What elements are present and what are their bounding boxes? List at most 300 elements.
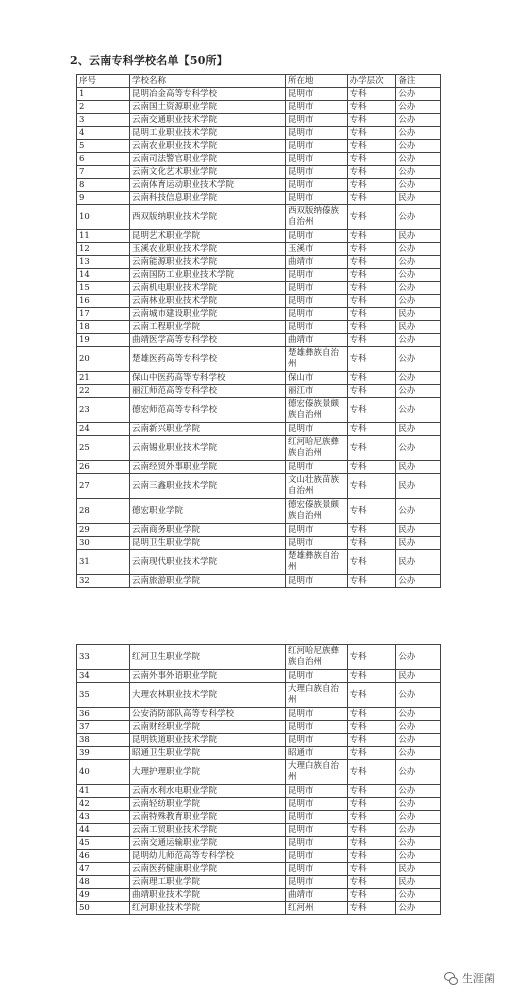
cell-level: 专科 <box>347 747 396 760</box>
cell-level: 专科 <box>347 499 396 524</box>
cell-location: 昆明市 <box>286 461 348 474</box>
table-row <box>77 308 441 321</box>
cell-location: 德宏傣族景颇族自治州 <box>286 398 348 423</box>
cell-school-name: 云南农业职业技术学院 <box>130 140 286 153</box>
cell-location: 昆明市 <box>286 575 348 588</box>
cell-level: 专科 <box>347 192 396 205</box>
cell-location: 昆明市 <box>286 721 348 734</box>
school-table-part1 <box>76 74 441 588</box>
table-row <box>77 423 441 436</box>
table-row <box>77 88 441 101</box>
cell-school-name: 云南体育运动职业技术学院 <box>130 179 286 192</box>
cell-index: 37 <box>77 721 130 734</box>
cell-type: 公办 <box>396 811 441 824</box>
table-row <box>77 398 441 423</box>
cell-location: 昆明市 <box>286 127 348 140</box>
table-row <box>77 256 441 269</box>
cell-school-name: 云南文化艺术职业学院 <box>130 166 286 179</box>
cell-school-name: 昆明卫生职业学院 <box>130 537 286 550</box>
cell-school-name: 云南新兴职业学院 <box>130 423 286 436</box>
cell-type: 公办 <box>396 721 441 734</box>
cell-index: 41 <box>77 785 130 798</box>
cell-school-name: 红河职业技术学院 <box>130 902 286 915</box>
cell-school-name: 云南医药健康职业学院 <box>130 863 286 876</box>
cell-type: 公办 <box>396 127 441 140</box>
cell-type: 民办 <box>396 537 441 550</box>
cell-location: 昆明市 <box>286 179 348 192</box>
cell-school-name: 西双版纳职业技术学院 <box>130 205 286 230</box>
cell-type: 民办 <box>396 461 441 474</box>
cell-location: 昆明市 <box>286 670 348 683</box>
cell-school-name: 云南商务职业学院 <box>130 524 286 537</box>
table-row <box>77 876 441 889</box>
table-row <box>77 192 441 205</box>
table-row <box>77 863 441 876</box>
cell-location: 大理白族自治州 <box>286 683 348 708</box>
cell-index: 22 <box>77 385 130 398</box>
cell-location: 西双版纳傣族自治州 <box>286 205 348 230</box>
cell-index: 38 <box>77 734 130 747</box>
cell-index: 20 <box>77 347 130 372</box>
cell-location: 昭通市 <box>286 747 348 760</box>
cell-location: 红河州 <box>286 902 348 915</box>
cell-school-name: 云南锡业职业技术学院 <box>130 436 286 461</box>
cell-type: 民办 <box>396 230 441 243</box>
table-row <box>77 334 441 347</box>
cell-type: 公办 <box>396 889 441 902</box>
cell-level: 专科 <box>347 127 396 140</box>
cell-index: 31 <box>77 550 130 575</box>
table-row <box>77 269 441 282</box>
cell-level: 专科 <box>347 282 396 295</box>
cell-index: 40 <box>77 760 130 785</box>
cell-level: 专科 <box>347 269 396 282</box>
cell-school-name: 昆明艺术职业学院 <box>130 230 286 243</box>
cell-type: 公办 <box>396 179 441 192</box>
table-row <box>77 683 441 708</box>
cell-index: 35 <box>77 683 130 708</box>
cell-index: 9 <box>77 192 130 205</box>
table-row <box>77 372 441 385</box>
cell-school-name: 玉溪农业职业技术学院 <box>130 243 286 256</box>
cell-index: 21 <box>77 372 130 385</box>
table-row <box>77 127 441 140</box>
cell-school-name: 曲靖职业技术学院 <box>130 889 286 902</box>
table-row <box>77 734 441 747</box>
cell-school-name: 云南旅游职业学院 <box>130 575 286 588</box>
cell-level: 专科 <box>347 347 396 372</box>
cell-index: 6 <box>77 153 130 166</box>
cell-type: 公办 <box>396 385 441 398</box>
cell-level: 专科 <box>347 461 396 474</box>
cell-index: 43 <box>77 811 130 824</box>
cell-school-name: 德宏师范高等专科学校 <box>130 398 286 423</box>
table-row <box>77 101 441 114</box>
cell-level: 专科 <box>347 575 396 588</box>
cell-type: 民办 <box>396 423 441 436</box>
table-row <box>77 385 441 398</box>
cell-location: 曲靖市 <box>286 334 348 347</box>
cell-type: 民办 <box>396 876 441 889</box>
cell-index: 18 <box>77 321 130 334</box>
cell-level: 专科 <box>347 230 396 243</box>
cell-type: 公办 <box>396 114 441 127</box>
cell-location: 昆明市 <box>286 863 348 876</box>
cell-level: 专科 <box>347 153 396 166</box>
table-row <box>77 837 441 850</box>
cell-level: 专科 <box>347 537 396 550</box>
cell-level: 专科 <box>347 140 396 153</box>
cell-school-name: 大理护理职业学院 <box>130 760 286 785</box>
cell-school-name: 昭通卫生职业学院 <box>130 747 286 760</box>
cell-index: 47 <box>77 863 130 876</box>
cell-type: 公办 <box>396 140 441 153</box>
cell-school-name: 云南三鑫职业技术学院 <box>130 474 286 499</box>
cell-level: 专科 <box>347 474 396 499</box>
cell-index: 14 <box>77 269 130 282</box>
cell-index: 36 <box>77 708 130 721</box>
cell-location: 昆明市 <box>286 295 348 308</box>
cell-school-name: 云南司法警官职业学院 <box>130 153 286 166</box>
cell-school-name: 云南理工职业学院 <box>130 876 286 889</box>
table-row <box>77 321 441 334</box>
cell-location: 丽江市 <box>286 385 348 398</box>
cell-location: 昆明市 <box>286 734 348 747</box>
cell-school-name: 红河卫生职业学院 <box>130 645 286 670</box>
cell-school-name: 曲靖医学高等专科学校 <box>130 334 286 347</box>
cell-type: 民办 <box>396 192 441 205</box>
cell-index: 44 <box>77 824 130 837</box>
cell-level: 专科 <box>347 550 396 575</box>
cell-type: 民办 <box>396 524 441 537</box>
cell-level: 专科 <box>347 398 396 423</box>
cell-level: 专科 <box>347 385 396 398</box>
cell-school-name: 云南轻纺职业学院 <box>130 798 286 811</box>
table-row <box>77 347 441 372</box>
cell-type: 公办 <box>396 575 441 588</box>
cell-location: 昆明市 <box>286 850 348 863</box>
table-row <box>77 721 441 734</box>
cell-index: 29 <box>77 524 130 537</box>
cell-school-name: 云南科技信息职业学院 <box>130 192 286 205</box>
cell-type: 民办 <box>396 308 441 321</box>
cell-type: 民办 <box>396 550 441 575</box>
table-row <box>77 524 441 537</box>
cell-location: 昆明市 <box>286 308 348 321</box>
cell-type: 公办 <box>396 88 441 101</box>
cell-type: 公办 <box>396 708 441 721</box>
cell-school-name: 云南城市建设职业学院 <box>130 308 286 321</box>
cell-type: 公办 <box>396 334 441 347</box>
column-header: 办学层次 <box>347 75 396 88</box>
cell-location: 昆明市 <box>286 876 348 889</box>
cell-level: 专科 <box>347 334 396 347</box>
cell-location: 大理白族自治州 <box>286 760 348 785</box>
cell-level: 专科 <box>347 205 396 230</box>
cell-index: 11 <box>77 230 130 243</box>
cell-index: 39 <box>77 747 130 760</box>
table-row <box>77 461 441 474</box>
cell-level: 专科 <box>347 721 396 734</box>
column-header: 学校名称 <box>130 75 286 88</box>
cell-type: 民办 <box>396 474 441 499</box>
cell-type: 公办 <box>396 205 441 230</box>
cell-index: 32 <box>77 575 130 588</box>
cell-school-name: 云南外事外语职业学院 <box>130 670 286 683</box>
table-row <box>77 824 441 837</box>
cell-index: 15 <box>77 282 130 295</box>
cell-index: 49 <box>77 889 130 902</box>
cell-location: 红河哈尼族彝族自治州 <box>286 436 348 461</box>
table-row <box>77 645 441 670</box>
cell-index: 1 <box>77 88 130 101</box>
cell-school-name: 楚雄医药高等专科学校 <box>130 347 286 372</box>
cell-index: 45 <box>77 837 130 850</box>
cell-location: 昆明市 <box>286 423 348 436</box>
cell-level: 专科 <box>347 902 396 915</box>
cell-school-name: 云南财经职业学院 <box>130 721 286 734</box>
table-row <box>77 902 441 915</box>
table-row <box>77 747 441 760</box>
cell-level: 专科 <box>347 734 396 747</box>
cell-school-name: 云南交通运输职业学院 <box>130 837 286 850</box>
cell-index: 25 <box>77 436 130 461</box>
cell-type: 公办 <box>396 243 441 256</box>
cell-index: 33 <box>77 645 130 670</box>
cell-level: 专科 <box>347 88 396 101</box>
cell-level: 专科 <box>347 243 396 256</box>
cell-location: 昆明市 <box>286 269 348 282</box>
cell-level: 专科 <box>347 524 396 537</box>
cell-school-name: 云南国防工业职业技术学院 <box>130 269 286 282</box>
cell-type: 公办 <box>396 436 441 461</box>
table-row <box>77 166 441 179</box>
table-row <box>77 230 441 243</box>
cell-school-name: 昆明铁道职业技术学院 <box>130 734 286 747</box>
cell-level: 专科 <box>347 179 396 192</box>
cell-location: 德宏傣族景颇族自治州 <box>286 499 348 524</box>
table-row <box>77 295 441 308</box>
cell-type: 公办 <box>396 372 441 385</box>
cell-index: 23 <box>77 398 130 423</box>
cell-index: 16 <box>77 295 130 308</box>
cell-type: 公办 <box>396 269 441 282</box>
cell-location: 昆明市 <box>286 321 348 334</box>
cell-type: 民办 <box>396 670 441 683</box>
cell-school-name: 保山中医药高等专科学校 <box>130 372 286 385</box>
cell-index: 28 <box>77 499 130 524</box>
cell-location: 楚雄彝族自治州 <box>286 550 348 575</box>
cell-type: 民办 <box>396 863 441 876</box>
cell-location: 昆明市 <box>286 166 348 179</box>
table-row <box>77 889 441 902</box>
cell-school-name: 云南工贸职业技术学院 <box>130 824 286 837</box>
cell-school-name: 昆明冶金高等专科学校 <box>130 88 286 101</box>
cell-level: 专科 <box>347 824 396 837</box>
cell-type: 公办 <box>396 734 441 747</box>
cell-location: 昆明市 <box>286 153 348 166</box>
column-header: 序号 <box>77 75 130 88</box>
school-table-part2 <box>76 644 441 915</box>
cell-index: 48 <box>77 876 130 889</box>
cell-school-name: 云南林业职业技术学院 <box>130 295 286 308</box>
cell-level: 专科 <box>347 321 396 334</box>
cell-type: 公办 <box>396 902 441 915</box>
cell-level: 专科 <box>347 114 396 127</box>
cell-location: 昆明市 <box>286 282 348 295</box>
cell-index: 50 <box>77 902 130 915</box>
page-heading: 2、云南专科学校名单【50所】 <box>70 54 228 67</box>
cell-location: 昆明市 <box>286 708 348 721</box>
cell-location: 昆明市 <box>286 811 348 824</box>
cell-index: 30 <box>77 537 130 550</box>
cell-index: 24 <box>77 423 130 436</box>
cell-type: 公办 <box>396 256 441 269</box>
cell-type: 公办 <box>396 824 441 837</box>
table-row <box>77 140 441 153</box>
table-row <box>77 114 441 127</box>
cell-location: 文山壮族苗族自治州 <box>286 474 348 499</box>
cell-type: 公办 <box>396 398 441 423</box>
cell-level: 专科 <box>347 166 396 179</box>
cell-level: 专科 <box>347 670 396 683</box>
cell-type: 公办 <box>396 347 441 372</box>
cell-location: 楚雄彝族自治州 <box>286 347 348 372</box>
cell-location: 昆明市 <box>286 230 348 243</box>
table-row <box>77 550 441 575</box>
cell-location: 曲靖市 <box>286 889 348 902</box>
cell-index: 3 <box>77 114 130 127</box>
cell-school-name: 云南特殊教育职业学院 <box>130 811 286 824</box>
cell-type: 公办 <box>396 645 441 670</box>
table-row <box>77 798 441 811</box>
cell-level: 专科 <box>347 308 396 321</box>
cell-index: 42 <box>77 798 130 811</box>
cell-level: 专科 <box>347 436 396 461</box>
cell-level: 专科 <box>347 785 396 798</box>
table-row <box>77 153 441 166</box>
cell-location: 昆明市 <box>286 537 348 550</box>
cell-type: 公办 <box>396 101 441 114</box>
column-header: 所在地 <box>286 75 348 88</box>
cell-school-name: 昆明幼儿师范高等专科学校 <box>130 850 286 863</box>
cell-school-name: 云南经贸外事职业学院 <box>130 461 286 474</box>
table-row <box>77 282 441 295</box>
table-header-row <box>77 75 441 88</box>
cell-level: 专科 <box>347 760 396 785</box>
cell-location: 昆明市 <box>286 101 348 114</box>
cell-location: 昆明市 <box>286 114 348 127</box>
cell-level: 专科 <box>347 798 396 811</box>
table-row <box>77 243 441 256</box>
cell-index: 26 <box>77 461 130 474</box>
cell-index: 13 <box>77 256 130 269</box>
cell-index: 12 <box>77 243 130 256</box>
table-row <box>77 785 441 798</box>
table-row <box>77 575 441 588</box>
cell-type: 公办 <box>396 798 441 811</box>
cell-location: 曲靖市 <box>286 256 348 269</box>
cell-school-name: 云南机电职业技术学院 <box>130 282 286 295</box>
table-row <box>77 850 441 863</box>
cell-type: 公办 <box>396 295 441 308</box>
cell-type: 公办 <box>396 166 441 179</box>
cell-location: 昆明市 <box>286 524 348 537</box>
cell-level: 专科 <box>347 863 396 876</box>
cell-type: 公办 <box>396 499 441 524</box>
cell-type: 公办 <box>396 850 441 863</box>
cell-level: 专科 <box>347 876 396 889</box>
cell-index: 8 <box>77 179 130 192</box>
cell-location: 红河哈尼族彝族自治州 <box>286 645 348 670</box>
cell-level: 专科 <box>347 101 396 114</box>
table-row <box>77 474 441 499</box>
cell-type: 公办 <box>396 747 441 760</box>
cell-index: 7 <box>77 166 130 179</box>
watermark <box>444 970 495 986</box>
cell-location: 昆明市 <box>286 140 348 153</box>
cell-index: 4 <box>77 127 130 140</box>
table-row <box>77 499 441 524</box>
cell-location: 昆明市 <box>286 824 348 837</box>
table-row <box>77 811 441 824</box>
cell-index: 27 <box>77 474 130 499</box>
cell-level: 专科 <box>347 850 396 863</box>
cell-type: 公办 <box>396 785 441 798</box>
cell-type: 民办 <box>396 321 441 334</box>
cell-index: 34 <box>77 670 130 683</box>
cell-school-name: 德宏职业学院 <box>130 499 286 524</box>
cell-school-name: 云南国土资源职业学院 <box>130 101 286 114</box>
table-row <box>77 670 441 683</box>
cell-location: 昆明市 <box>286 837 348 850</box>
cell-level: 专科 <box>347 889 396 902</box>
cell-level: 专科 <box>347 645 396 670</box>
cell-index: 10 <box>77 205 130 230</box>
cell-level: 专科 <box>347 423 396 436</box>
cell-level: 专科 <box>347 683 396 708</box>
cell-school-name: 云南现代职业技术学院 <box>130 550 286 575</box>
cell-school-name: 公安消防部队高等专科学校 <box>130 708 286 721</box>
cell-level: 专科 <box>347 837 396 850</box>
cell-type: 公办 <box>396 282 441 295</box>
watermark-text: 生涯菌 <box>462 972 495 985</box>
table-row <box>77 760 441 785</box>
cell-index: 17 <box>77 308 130 321</box>
cell-level: 专科 <box>347 256 396 269</box>
cell-location: 玉溪市 <box>286 243 348 256</box>
cell-type: 公办 <box>396 837 441 850</box>
table-row <box>77 436 441 461</box>
cell-school-name: 昆明工业职业技术学院 <box>130 127 286 140</box>
cell-level: 专科 <box>347 708 396 721</box>
cell-level: 专科 <box>347 811 396 824</box>
cell-school-name: 云南交通职业技术学院 <box>130 114 286 127</box>
cell-level: 专科 <box>347 372 396 385</box>
cell-index: 46 <box>77 850 130 863</box>
cell-type: 公办 <box>396 683 441 708</box>
cell-location: 昆明市 <box>286 798 348 811</box>
cell-location: 保山市 <box>286 372 348 385</box>
cell-location: 昆明市 <box>286 88 348 101</box>
cell-type: 公办 <box>396 153 441 166</box>
cell-index: 2 <box>77 101 130 114</box>
cell-school-name: 云南工程职业学院 <box>130 321 286 334</box>
cell-index: 5 <box>77 140 130 153</box>
cell-school-name: 云南水利水电职业学院 <box>130 785 286 798</box>
table-row <box>77 179 441 192</box>
cell-school-name: 大理农林职业技术学院 <box>130 683 286 708</box>
